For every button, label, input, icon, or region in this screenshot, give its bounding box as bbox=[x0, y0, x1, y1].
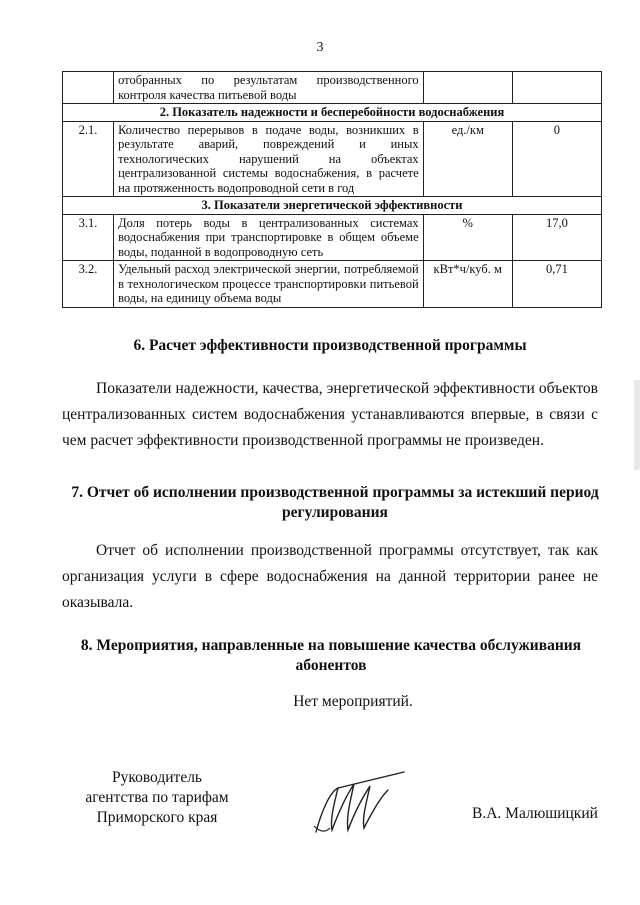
table-row bbox=[63, 72, 602, 104]
section-6-text: Показатели надежности, качества, энергетической эффективности объектов централизованных систем водоснабжения устанавливаются впервые, в связи с чем расчет эффективности производственной программы не произведен. bbox=[62, 380, 598, 449]
scan-edge-shadow bbox=[634, 380, 640, 470]
section-8-title: 8. Мероприятия, направленные на повышение качества обслуживания абонентов bbox=[80, 637, 582, 674]
row-number-cell: 2.1. bbox=[63, 121, 114, 197]
value-cell: 0,71 bbox=[512, 261, 601, 308]
position-line: Руководитель bbox=[111, 769, 203, 786]
unit-cell bbox=[423, 72, 512, 104]
signatory-name: В.А. Малюшицкий bbox=[472, 805, 598, 822]
row-number-cell: 3.1. bbox=[63, 214, 114, 261]
unit-cell: ед./км bbox=[423, 121, 512, 197]
position-line: агентства по тарифам bbox=[85, 789, 229, 806]
indicator-name-cell: Количество перерывов в подаче воды, возникших в результате аварий, повреждений и иных технологических нарушений на объектах централизованной системы водоснабжения, в расчете на протяженность водопроводной сети в год bbox=[114, 121, 424, 197]
table-row bbox=[63, 214, 602, 261]
indicators-table bbox=[62, 71, 602, 308]
row-number-cell: 3.2. bbox=[63, 261, 114, 308]
handwritten-signature bbox=[308, 770, 408, 840]
value-cell: 0 bbox=[512, 121, 601, 197]
signatory-position bbox=[72, 768, 242, 828]
value-cell: 17,0 bbox=[512, 214, 601, 261]
section-heading-reliability: 2. Показатель надежности и бесперебойности водоснабжения bbox=[63, 104, 602, 122]
section-8-text: Нет мероприятий. bbox=[293, 693, 413, 710]
section-6-title: 6. Расчет эффективности производственной программы bbox=[133, 337, 527, 354]
table-section-row bbox=[63, 197, 602, 215]
position-line: Приморского края bbox=[96, 809, 218, 826]
unit-cell: % bbox=[423, 214, 512, 261]
table-section-row bbox=[63, 104, 602, 122]
table-row bbox=[63, 121, 602, 197]
page-number: 3 bbox=[316, 40, 324, 55]
unit-cell: кВт*ч/куб. м bbox=[423, 261, 512, 308]
value-cell bbox=[512, 72, 601, 104]
indicator-name-cell: отобранных по результатам производственного контроля качества питьевой воды bbox=[114, 72, 424, 104]
indicator-name-cell: Доля потерь воды в централизованных системах водоснабжения при транспортировке в общем объеме воды, поданной в водопроводную сеть bbox=[114, 214, 424, 261]
section-7-text: Отчет об исполнении производственной программы отсутствует, так как организация услуги в сфере водоснабжения на данной территории ранее не оказывала. bbox=[62, 542, 598, 611]
table-row bbox=[63, 261, 602, 308]
indicator-name-cell: Удельный расход электрической энергии, потребляемой в технологическом процессе транспортировки питьевой воды, на единицу объема воды bbox=[114, 261, 424, 308]
row-number-cell bbox=[63, 72, 114, 104]
section-7-title: 7. Отчет об исполнении производственной программы за истекший период регулирования bbox=[71, 484, 599, 521]
section-heading-energy: 3. Показатели энергетической эффективности bbox=[63, 197, 602, 215]
